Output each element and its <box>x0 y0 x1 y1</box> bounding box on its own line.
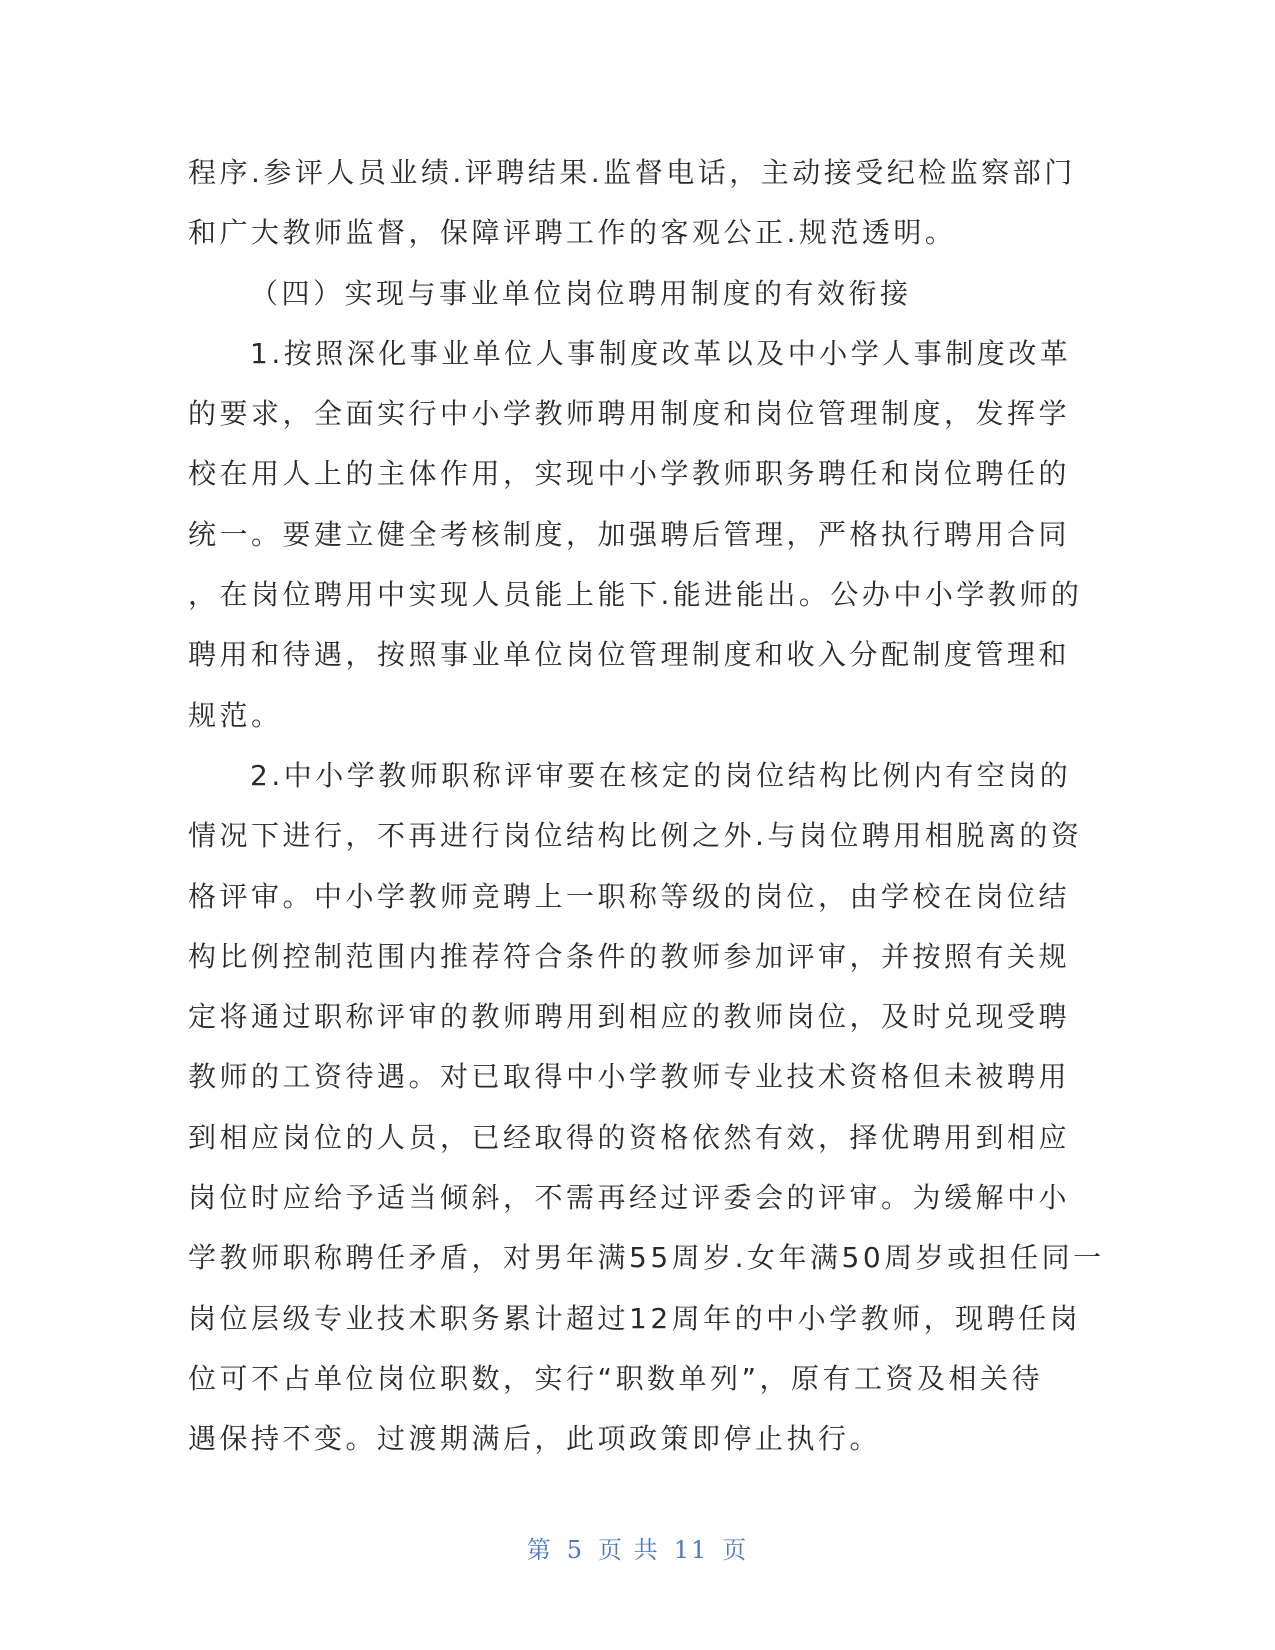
text-line: 格评审。中小学教师竞聘上一职称等级的岗位，由学校在岗位结 <box>188 879 1071 913</box>
text-line: 聘用和待遇，按照事业单位岗位管理制度和收入分配制度管理和 <box>188 638 1071 672</box>
document-body <box>188 143 1105 1470</box>
text-line: 构比例控制范围内推荐符合条件的教师参加评审，并按照有关规 <box>188 939 1071 973</box>
text-line: ，在岗位聘用中实现人员能上能下.能进能出。公办中小学教师的 <box>188 578 1083 612</box>
text-line: 的要求，全面实行中小学教师聘用制度和岗位管理制度，发挥学 <box>188 397 1071 431</box>
total-page-count: 11 <box>673 1536 709 1564</box>
text-line: 教师的工资待遇。对已取得中小学教师专业技术资格但未被聘用 <box>188 1060 1071 1094</box>
text-line: 程序.参评人员业绩.评聘结果.监督电话，主动接受纪检监察部门 <box>188 156 1076 189</box>
text-line: 位可不占单位岗位职数，实行“职数单列”，原有工资及相关待 <box>188 1361 1044 1395</box>
text-line: 学教师职称聘任矛盾，对男年满55周岁.女年满50周岁或担任同一 <box>188 1241 1105 1275</box>
footer-middle: 页 共 <box>598 1536 660 1564</box>
text-line: 遇保持不变。过渡期满后，此项政策即停止执行。 <box>188 1422 882 1456</box>
text-line: 校在用人上的主体作用，实现中小学教师职务聘任和岗位聘任的 <box>188 457 1071 491</box>
text-line: 定将通过职称评审的教师聘用到相应的教师岗位，及时兑现受聘 <box>188 1000 1071 1034</box>
text-line: 2.中小学教师职称评审要在核定的岗位结构比例内有空岗的 <box>250 758 1072 792</box>
text-line: 统一。要建立健全考核制度，加强聘后管理，严格执行聘用合同 <box>188 517 1071 551</box>
text-line: 岗位层级专业技术职务累计超过12周年的中小学教师，现聘任岗 <box>188 1301 1082 1335</box>
footer-suffix: 页 <box>722 1536 749 1564</box>
section-heading: （四）实现与事业单位岗位聘用制度的有效衔接 <box>250 276 912 310</box>
text-line: 1.按照深化事业单位人事制度改革以及中小学人事制度改革 <box>250 336 1072 370</box>
current-page-number: 5 <box>566 1536 585 1564</box>
text-line: 和广大教师监督，保障评聘工作的客观公正.规范透明。 <box>188 216 957 250</box>
text-line: 情况下进行，不再进行岗位结构比例之外.与岗位聘用相脱离的资 <box>188 819 1083 853</box>
page-footer <box>0 1533 1275 1567</box>
text-line: 规范。 <box>188 698 283 732</box>
text-line: 岗位时应给予适当倾斜，不需再经过评委会的评审。为缓解中小 <box>188 1181 1071 1215</box>
text-line: 到相应岗位的人员，已经取得的资格依然有效，择优聘用到相应 <box>188 1120 1071 1154</box>
footer-prefix: 第 <box>526 1536 553 1564</box>
